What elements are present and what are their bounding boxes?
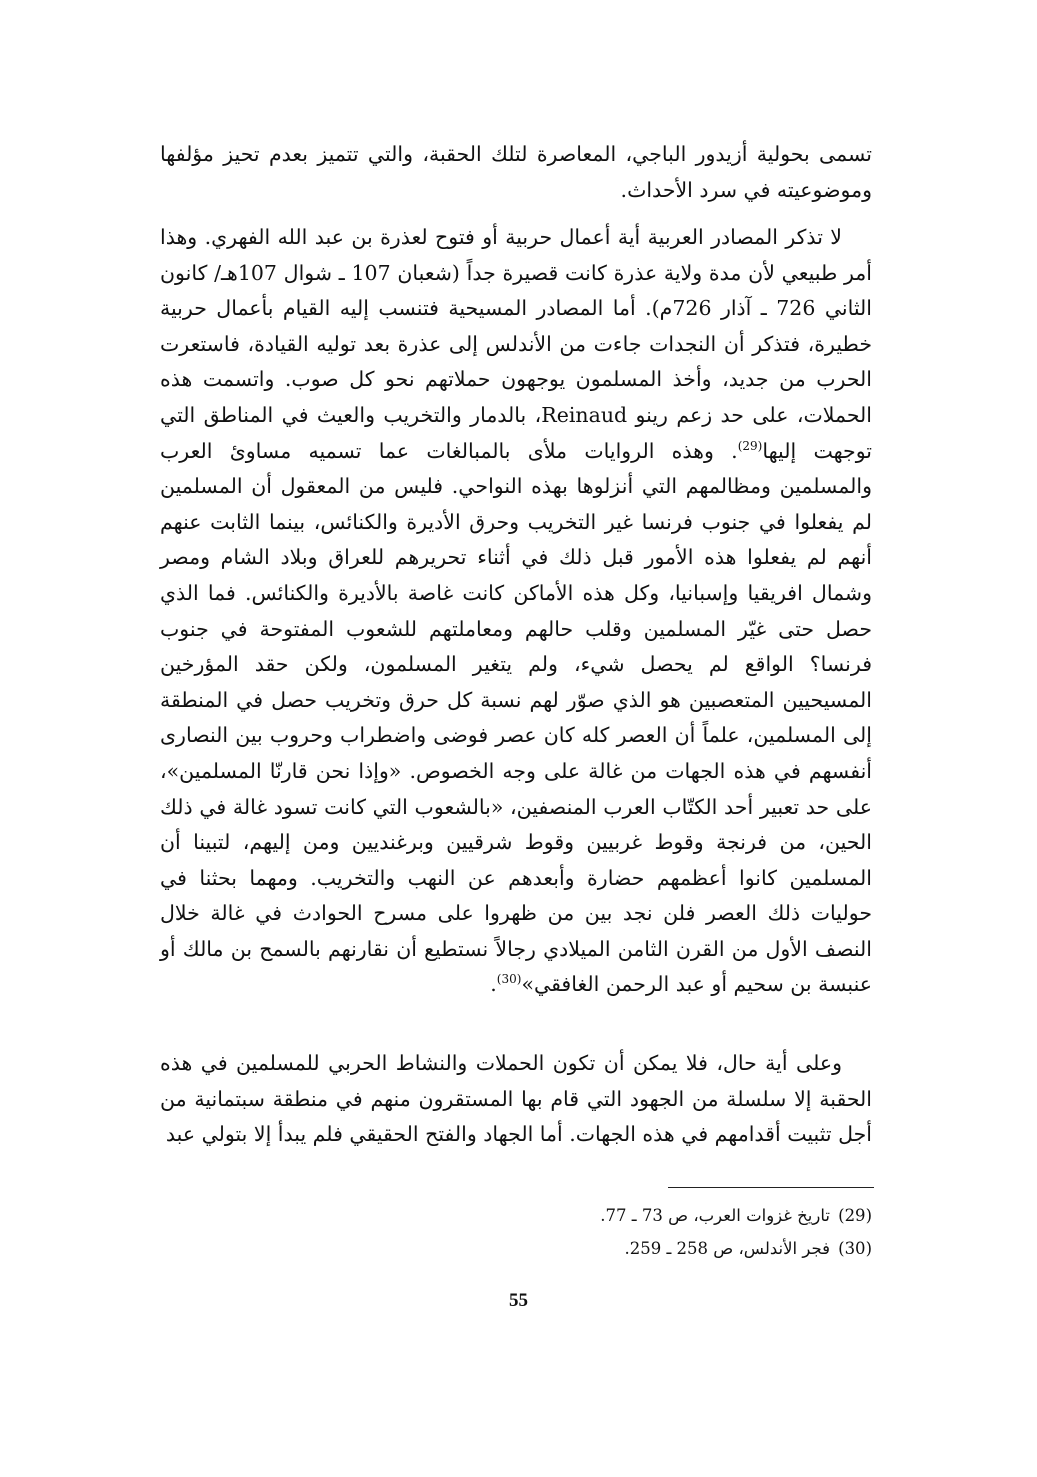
paragraph-text-end: . <box>490 972 497 997</box>
page-number: 55 <box>509 1290 528 1311</box>
footnote-number: (29) <box>838 1206 872 1225</box>
paragraph-conclusion: وعلى أية حال، فلا يمكن أن تكون الحملات والنشاط الحربي للمسلمين في هذه الحقبة إلا سلسلة من الجهود التي قام بها المستقرون منهم في منطقة سبتمانية من أجل تثبيت أقدامهم في هذه الجهات. أما الجهاد والفتح الحقيقي فلم يبدأ إلا بتولي عبد <box>160 1051 872 1147</box>
paragraph-text-part-1: لا تذكر المصادر العربية أية أعمال حربية أو فتوح لعذرة بن عبد الله الفهري. وهذا أمر طبيعي لأن مدة ولاية عذرة كانت قصيرة جداً (شعبان 107 ـ شوال 107هـ/ كانون الثاني 726 ـ آذار 726م). أما المصادر المسيحية فتنسب إليه القيام بأعمال حربية خطيرة، فتذكر أن النجدات جاءت من الأندلس إلى عذرة بعد توليه القيادة، فاستعرت الحرب من جديد، وأخذ المسلمون يوجهون حملاتهم نحو كل صوب. واتسمت هذه الحملات، على حد زعم رينو Reinaud، بالدمار والتخريب والعيث في المناطق التي توجهت إليها <box>160 225 873 463</box>
footnote-text: تاريخ غزوات العرب، ص 73 ـ 77. <box>600 1206 830 1225</box>
paragraph-text-part-2: . وهذه الروايات ملأى بالمبالغات عما تسميه مساوئ العرب والمسلمين ومظالمهم التي أنزلوها بهذه النواحي. فليس من المعقول أن المسلمين لم يفعلوا في جنوب فرنسا غير التخريب وحرق الأديرة والكنائس، بينما الثابت عنهم أنهم لم يفعلوا هذه الأمور قبل ذلك في أثناء تحريرهم للعراق وبلاد الشام ومصر وشمال افريقيا وإسبانيا، وكل هذه الأماكن كانت غاصة بالأديرة والكنائس. فما الذي حصل حتى غيّر المسلمين وقلب حالهم ومعاملتهم للشعوب المفتوحة في جنوب فرنسا؟ الواقع لم يحصل شيء، ولم يتغير المسلمون، ولكن حقد المؤرخين المسيحيين المتعصبين هو الذي صوّر لهم نسبة كل حرق وتخريب حصل في المنطقة إلى المسلمين، علماً أن العصر كله كان عصر فوضى واضطراب وحروب بين النصارى أنفسهم في هذه الجهات من غالة على وجه الخصوص. «وإذا نحن قارنّا المسلمين»، على حد تعبير أحد الكتّاب العرب المنصفين، «بالشعوب التي كانت تسود غالة في ذلك الحين، من فرنجة وقوط غربيين وقوط شرقيين وبرغنديين ومن إليهم، لتبينا أن المسلمين كانوا أعظمهم حضارة وأبعدهم عن النهب والتخريب. ومهما بحثنا في حوليات ذلك العصر فلن نجد بين من ظهروا على مسرح الحوادث في غالة خلال النصف الأول من القرن الثامن الميلادي رجالاً نستطيع أن نقارنهم بالسمح بن مالك أو عنبسة بن سحيم أو عبد الرحمن الغافقي» <box>160 438 872 997</box>
paragraph-adhra-campaigns <box>160 220 872 1003</box>
footnote-ref-30[interactable]: (30) <box>496 972 522 987</box>
footnote-ref-29[interactable]: (29) <box>737 438 763 453</box>
paragraph-continued: تسمى بحولية أزيدور الباجي، المعاصرة لتلك الحقبة، والتي تتميز بعدم تحيز مؤلفها وموضوعيته في سرد الأحداث. <box>160 142 872 202</box>
footnote-30 <box>420 1232 872 1265</box>
footnote-number: (30) <box>838 1239 872 1258</box>
footnote-29 <box>420 1199 872 1232</box>
footnote-separator <box>668 1187 874 1188</box>
footnotes <box>420 1199 872 1265</box>
footnote-text: فجر الأندلس، ص 258 ـ 259. <box>624 1239 830 1258</box>
